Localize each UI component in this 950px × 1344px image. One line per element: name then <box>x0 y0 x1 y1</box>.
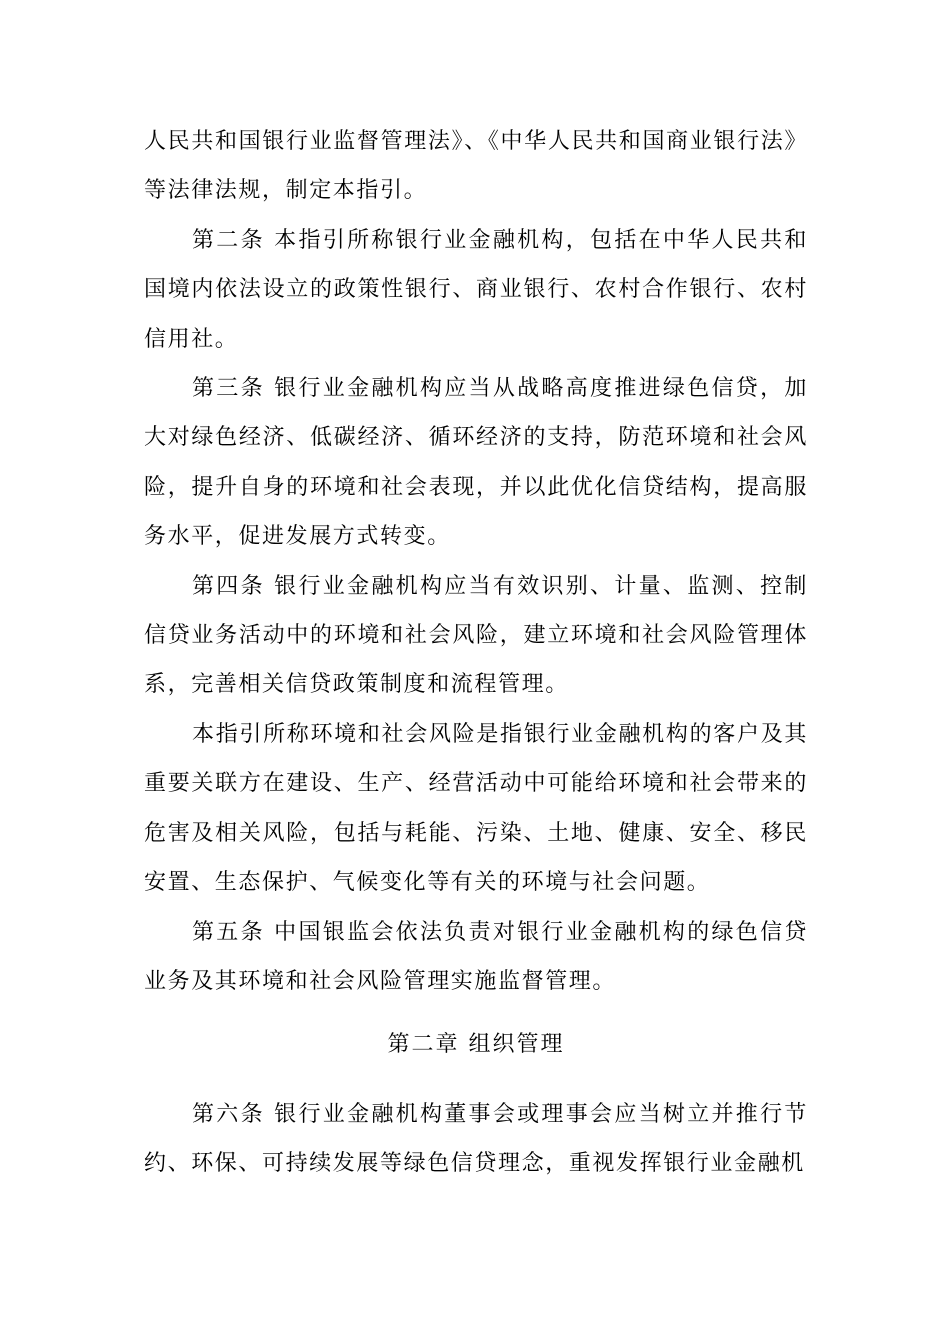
paragraph-risk-definition: 本指引所称环境和社会风险是指银行业金融机构的客户及其重要关联方在建设、生产、经营活动中可能给环境和社会带来的危害及相关风险，包括与耗能、污染、土地、健康、安全、移民安置、生态保护、气候变化等有关的环境与社会问题。 <box>144 721 808 896</box>
paragraph-article-2: 第二条 本指引所称银行业金融机构，包括在中华人民共和国境内依法设立的政策性银行、商业银行、农村合作银行、农村信用社。 <box>144 227 808 352</box>
paragraph-continuation: 人民共和国银行业监督管理法》、《中华人民共和国商业银行法》等法律法规，制定本指引。 <box>144 129 808 204</box>
chapter-heading: 第二章 组织管理 <box>387 1032 565 1058</box>
paragraph-article-6: 第六条 银行业金融机构董事会或理事会应当树立并推行节约、环保、可持续发展等绿色信贷理念，重视发挥银行业金融机 <box>144 1101 808 1177</box>
paragraph-article-5: 第五条 中国银监会依法负责对银行业金融机构的绿色信贷业务及其环境和社会风险管理实施监督管理。 <box>144 919 808 994</box>
paragraph-article-3: 第三条 银行业金融机构应当从战略高度推进绿色信贷，加大对绿色经济、低碳经济、循环经济的支持，防范环境和社会风险，提升自身的环境和社会表现，并以此优化信贷结构，提高服务水平，促进发展方式转变。 <box>144 376 808 550</box>
document-body <box>144 117 808 1189</box>
paragraph-article-4: 第四条 银行业金融机构应当有效识别、计量、监测、控制信贷业务活动中的环境和社会风险，建立环境和社会风险管理体系，完善相关信贷政策制度和流程管理。 <box>144 573 808 698</box>
